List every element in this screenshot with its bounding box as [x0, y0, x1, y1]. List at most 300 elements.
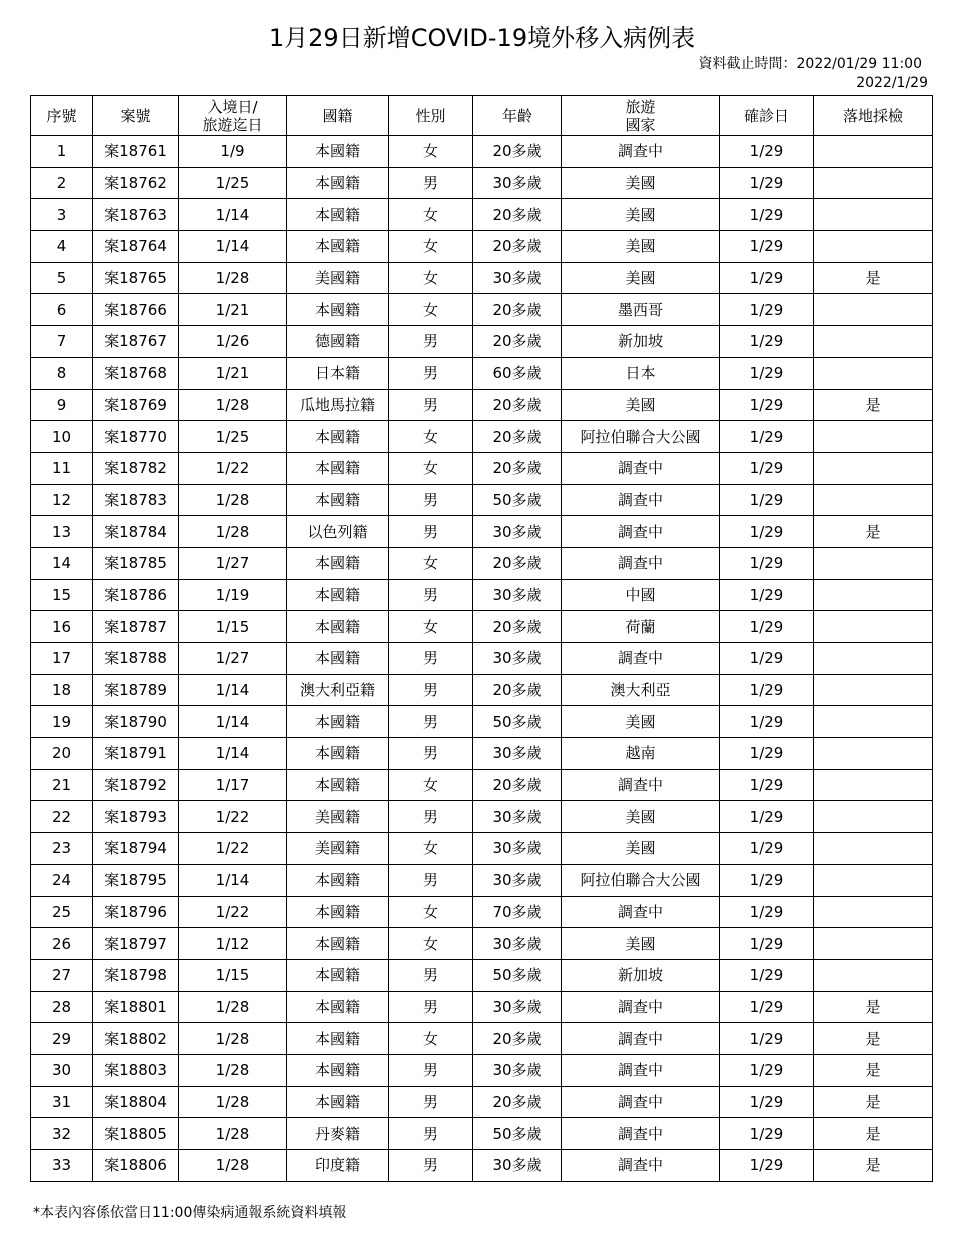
cell-confirm-date: 1/29 — [720, 199, 814, 231]
header-confirm-date: 確診日 — [720, 96, 814, 136]
cell-travel-country: 調查中 — [562, 1118, 720, 1150]
table-row — [31, 1118, 933, 1150]
cell-travel-country: 調查中 — [562, 547, 720, 579]
cell-confirm-date: 1/29 — [720, 1054, 814, 1086]
cell-airport-test — [814, 167, 933, 199]
cell-travel-country: 調查中 — [562, 643, 720, 675]
cell-confirm-date: 1/29 — [720, 167, 814, 199]
cell-case-number: 案18761 — [93, 136, 179, 168]
header-entry-date-line1: 入境日/ — [207, 97, 258, 116]
cell-age: 20多歲 — [473, 136, 562, 168]
cell-travel-country: 調查中 — [562, 452, 720, 484]
cell-case-number: 案18785 — [93, 547, 179, 579]
cell-case-number: 案18795 — [93, 864, 179, 896]
cell-seq: 29 — [31, 1023, 93, 1055]
cell-case-number: 案18768 — [93, 357, 179, 389]
cell-sex: 女 — [389, 611, 473, 643]
cell-nationality: 本國籍 — [287, 959, 389, 991]
cell-nationality: 本國籍 — [287, 199, 389, 231]
cell-travel-country: 美國 — [562, 167, 720, 199]
cell-airport-test — [814, 769, 933, 801]
cell-sex: 男 — [389, 706, 473, 738]
cell-entry-date: 1/27 — [179, 643, 287, 675]
cell-confirm-date: 1/29 — [720, 611, 814, 643]
cell-seq: 31 — [31, 1086, 93, 1118]
cell-airport-test — [814, 896, 933, 928]
cell-age: 20多歲 — [473, 421, 562, 453]
header-row — [31, 96, 933, 136]
header-case-number: 案號 — [93, 96, 179, 136]
cell-travel-country: 美國 — [562, 801, 720, 833]
table-row — [31, 833, 933, 865]
table-row — [31, 231, 933, 263]
cell-nationality: 本國籍 — [287, 231, 389, 263]
cell-travel-country: 調查中 — [562, 1054, 720, 1086]
cell-sex: 男 — [389, 484, 473, 516]
cell-nationality: 本國籍 — [287, 1086, 389, 1118]
cell-nationality: 本國籍 — [287, 421, 389, 453]
cell-confirm-date: 1/29 — [720, 896, 814, 928]
cell-sex: 男 — [389, 991, 473, 1023]
cell-sex: 女 — [389, 262, 473, 294]
cell-age: 30多歲 — [473, 991, 562, 1023]
cell-case-number: 案18806 — [93, 1150, 179, 1182]
cell-airport-test: 是 — [814, 516, 933, 548]
cell-age: 20多歲 — [473, 294, 562, 326]
cell-airport-test: 是 — [814, 389, 933, 421]
header-age: 年齡 — [473, 96, 562, 136]
header-seq: 序號 — [31, 96, 93, 136]
cell-sex: 女 — [389, 1023, 473, 1055]
cell-entry-date: 1/14 — [179, 199, 287, 231]
table-row — [31, 674, 933, 706]
cell-nationality: 本國籍 — [287, 896, 389, 928]
header-entry-date-line2: 旅遊迄日 — [202, 115, 263, 134]
cell-travel-country: 美國 — [562, 262, 720, 294]
header-sex: 性別 — [389, 96, 473, 136]
cell-case-number: 案18794 — [93, 833, 179, 865]
cell-confirm-date: 1/29 — [720, 579, 814, 611]
cell-nationality: 美國籍 — [287, 833, 389, 865]
cell-nationality: 美國籍 — [287, 801, 389, 833]
cell-confirm-date: 1/29 — [720, 833, 814, 865]
cell-case-number: 案18803 — [93, 1054, 179, 1086]
cell-sex: 男 — [389, 674, 473, 706]
cell-case-number: 案18804 — [93, 1086, 179, 1118]
cell-airport-test — [814, 231, 933, 263]
cell-entry-date: 1/14 — [179, 738, 287, 770]
cell-nationality: 本國籍 — [287, 167, 389, 199]
cell-sex: 女 — [389, 199, 473, 231]
cell-seq: 6 — [31, 294, 93, 326]
cell-seq: 9 — [31, 389, 93, 421]
cell-seq: 7 — [31, 326, 93, 358]
cell-confirm-date: 1/29 — [720, 674, 814, 706]
cell-confirm-date: 1/29 — [720, 357, 814, 389]
cell-age: 20多歲 — [473, 199, 562, 231]
table-row — [31, 1054, 933, 1086]
cell-airport-test — [814, 801, 933, 833]
cell-sex: 男 — [389, 326, 473, 358]
cell-confirm-date: 1/29 — [720, 959, 814, 991]
cell-sex: 男 — [389, 389, 473, 421]
cell-entry-date: 1/14 — [179, 706, 287, 738]
cell-confirm-date: 1/29 — [720, 452, 814, 484]
cell-nationality: 本國籍 — [287, 738, 389, 770]
cell-sex: 女 — [389, 452, 473, 484]
cell-case-number: 案18790 — [93, 706, 179, 738]
cell-nationality: 本國籍 — [287, 864, 389, 896]
table-row — [31, 959, 933, 991]
cell-case-number: 案18791 — [93, 738, 179, 770]
header-nationality: 國籍 — [287, 96, 389, 136]
cell-seq: 24 — [31, 864, 93, 896]
table-row — [31, 167, 933, 199]
cell-confirm-date: 1/29 — [720, 547, 814, 579]
table-row — [31, 706, 933, 738]
cell-age: 30多歲 — [473, 738, 562, 770]
cell-sex: 男 — [389, 1150, 473, 1182]
cell-seq: 27 — [31, 959, 93, 991]
cell-travel-country: 美國 — [562, 199, 720, 231]
cell-case-number: 案18784 — [93, 516, 179, 548]
data-cutoff-time: 資料截止時間：2022/01/29 11:00 — [698, 56, 922, 72]
table-row — [31, 928, 933, 960]
cell-airport-test — [814, 357, 933, 389]
table-row — [31, 611, 933, 643]
cell-entry-date: 1/14 — [179, 864, 287, 896]
header-travel-country-line2: 國家 — [625, 115, 656, 134]
cell-confirm-date: 1/29 — [720, 1150, 814, 1182]
cell-age: 50多歲 — [473, 959, 562, 991]
cell-airport-test: 是 — [814, 262, 933, 294]
cell-airport-test — [814, 611, 933, 643]
cell-travel-country: 調查中 — [562, 896, 720, 928]
cell-entry-date: 1/22 — [179, 833, 287, 865]
cell-entry-date: 1/17 — [179, 769, 287, 801]
cell-entry-date: 1/28 — [179, 1150, 287, 1182]
cell-case-number: 案18767 — [93, 326, 179, 358]
cell-seq: 5 — [31, 262, 93, 294]
table-row — [31, 262, 933, 294]
cell-confirm-date: 1/29 — [720, 928, 814, 960]
cell-seq: 11 — [31, 452, 93, 484]
cell-entry-date: 1/12 — [179, 928, 287, 960]
cell-nationality: 本國籍 — [287, 547, 389, 579]
cell-nationality: 本國籍 — [287, 452, 389, 484]
cell-sex: 男 — [389, 167, 473, 199]
cell-seq: 14 — [31, 547, 93, 579]
cell-travel-country: 美國 — [562, 389, 720, 421]
table-row — [31, 547, 933, 579]
cell-nationality: 本國籍 — [287, 1023, 389, 1055]
cell-travel-country: 調查中 — [562, 1023, 720, 1055]
cell-age: 30多歲 — [473, 864, 562, 896]
cell-sex: 男 — [389, 357, 473, 389]
cell-sex: 男 — [389, 1086, 473, 1118]
cell-seq: 30 — [31, 1054, 93, 1086]
cell-seq: 15 — [31, 579, 93, 611]
cell-sex: 女 — [389, 833, 473, 865]
cell-seq: 20 — [31, 738, 93, 770]
cell-airport-test — [814, 136, 933, 168]
cell-confirm-date: 1/29 — [720, 738, 814, 770]
cell-entry-date: 1/19 — [179, 579, 287, 611]
cell-travel-country: 調查中 — [562, 1086, 720, 1118]
cell-entry-date: 1/28 — [179, 262, 287, 294]
table-row — [31, 991, 933, 1023]
cell-seq: 16 — [31, 611, 93, 643]
table-row — [31, 484, 933, 516]
cell-confirm-date: 1/29 — [720, 1086, 814, 1118]
cell-case-number: 案18802 — [93, 1023, 179, 1055]
page-title: 1月29日新增COVID-19境外移入病例表 — [268, 24, 696, 52]
cell-seq: 23 — [31, 833, 93, 865]
cell-nationality: 本國籍 — [287, 484, 389, 516]
cell-confirm-date: 1/29 — [720, 326, 814, 358]
cell-nationality: 以色列籍 — [287, 516, 389, 548]
cell-airport-test: 是 — [814, 1054, 933, 1086]
cell-age: 30多歲 — [473, 1054, 562, 1086]
cell-seq: 33 — [31, 1150, 93, 1182]
cell-travel-country: 墨西哥 — [562, 294, 720, 326]
cell-airport-test — [814, 864, 933, 896]
cell-case-number: 案18764 — [93, 231, 179, 263]
cell-entry-date: 1/28 — [179, 1086, 287, 1118]
cell-seq: 32 — [31, 1118, 93, 1150]
table-row — [31, 1150, 933, 1182]
cell-airport-test — [814, 326, 933, 358]
cell-sex: 女 — [389, 421, 473, 453]
cell-airport-test: 是 — [814, 1086, 933, 1118]
table-row — [31, 452, 933, 484]
cell-case-number: 案18792 — [93, 769, 179, 801]
cell-age: 30多歲 — [473, 167, 562, 199]
cell-seq: 22 — [31, 801, 93, 833]
header-entry-date — [179, 96, 287, 136]
cell-sex: 女 — [389, 136, 473, 168]
cell-nationality: 日本籍 — [287, 357, 389, 389]
cell-age: 30多歲 — [473, 579, 562, 611]
cell-confirm-date: 1/29 — [720, 231, 814, 263]
table-row — [31, 643, 933, 675]
table-row — [31, 801, 933, 833]
cell-travel-country: 新加坡 — [562, 326, 720, 358]
cell-age: 50多歲 — [473, 1118, 562, 1150]
cell-case-number: 案18762 — [93, 167, 179, 199]
cell-case-number: 案18770 — [93, 421, 179, 453]
cell-case-number: 案18786 — [93, 579, 179, 611]
table-row — [31, 1086, 933, 1118]
cell-age: 20多歲 — [473, 326, 562, 358]
cell-sex: 男 — [389, 1054, 473, 1086]
cell-age: 50多歲 — [473, 706, 562, 738]
cell-nationality: 美國籍 — [287, 262, 389, 294]
cell-seq: 28 — [31, 991, 93, 1023]
table-row — [31, 1023, 933, 1055]
table-header — [31, 96, 933, 136]
cell-sex: 女 — [389, 928, 473, 960]
cell-confirm-date: 1/29 — [720, 864, 814, 896]
cell-confirm-date: 1/29 — [720, 516, 814, 548]
cell-age: 30多歲 — [473, 1150, 562, 1182]
cell-age: 20多歲 — [473, 389, 562, 421]
cell-airport-test — [814, 294, 933, 326]
cell-confirm-date: 1/29 — [720, 136, 814, 168]
cell-entry-date: 1/21 — [179, 357, 287, 389]
cell-airport-test — [814, 959, 933, 991]
cell-confirm-date: 1/29 — [720, 484, 814, 516]
table-row — [31, 579, 933, 611]
cell-age: 30多歲 — [473, 801, 562, 833]
cell-case-number: 案18787 — [93, 611, 179, 643]
cell-nationality: 瓜地馬拉籍 — [287, 389, 389, 421]
cell-entry-date: 1/22 — [179, 452, 287, 484]
cell-sex: 男 — [389, 801, 473, 833]
cell-age: 30多歲 — [473, 928, 562, 960]
cell-travel-country: 澳大利亞 — [562, 674, 720, 706]
cell-seq: 21 — [31, 769, 93, 801]
table-row — [31, 326, 933, 358]
cell-age: 20多歲 — [473, 452, 562, 484]
cell-seq: 8 — [31, 357, 93, 389]
cell-case-number: 案18789 — [93, 674, 179, 706]
cell-age: 20多歲 — [473, 231, 562, 263]
cell-travel-country: 美國 — [562, 231, 720, 263]
cell-case-number: 案18765 — [93, 262, 179, 294]
cell-entry-date: 1/27 — [179, 547, 287, 579]
cell-entry-date: 1/28 — [179, 1054, 287, 1086]
cell-confirm-date: 1/29 — [720, 991, 814, 1023]
cell-entry-date: 1/14 — [179, 674, 287, 706]
cell-case-number: 案18788 — [93, 643, 179, 675]
cell-airport-test — [814, 643, 933, 675]
table-row — [31, 516, 933, 548]
cell-entry-date: 1/28 — [179, 1118, 287, 1150]
cell-nationality: 印度籍 — [287, 1150, 389, 1182]
cell-travel-country: 美國 — [562, 706, 720, 738]
cell-seq: 18 — [31, 674, 93, 706]
cell-case-number: 案18801 — [93, 991, 179, 1023]
cell-entry-date: 1/28 — [179, 991, 287, 1023]
cell-age: 30多歲 — [473, 643, 562, 675]
cell-nationality: 本國籍 — [287, 643, 389, 675]
cell-travel-country: 調查中 — [562, 991, 720, 1023]
cell-sex: 女 — [389, 769, 473, 801]
table-row — [31, 357, 933, 389]
cell-sex: 女 — [389, 294, 473, 326]
cell-airport-test — [814, 547, 933, 579]
cell-sex: 男 — [389, 864, 473, 896]
cell-age: 20多歲 — [473, 674, 562, 706]
cell-travel-country: 阿拉伯聯合大公國 — [562, 864, 720, 896]
cell-age: 20多歲 — [473, 1086, 562, 1118]
cell-entry-date: 1/25 — [179, 167, 287, 199]
cell-age: 20多歲 — [473, 611, 562, 643]
cell-travel-country: 美國 — [562, 928, 720, 960]
cell-age: 20多歲 — [473, 769, 562, 801]
header-travel-country — [562, 96, 720, 136]
cell-seq: 17 — [31, 643, 93, 675]
cell-travel-country: 調查中 — [562, 769, 720, 801]
cell-case-number: 案18766 — [93, 294, 179, 326]
cell-seq: 1 — [31, 136, 93, 168]
table-row — [31, 199, 933, 231]
table-body — [31, 136, 933, 1182]
cell-sex: 男 — [389, 738, 473, 770]
cell-travel-country: 調查中 — [562, 136, 720, 168]
table-row — [31, 294, 933, 326]
cell-seq: 26 — [31, 928, 93, 960]
cell-confirm-date: 1/29 — [720, 1023, 814, 1055]
cell-case-number: 案18782 — [93, 452, 179, 484]
cell-age: 20多歲 — [473, 547, 562, 579]
cell-confirm-date: 1/29 — [720, 706, 814, 738]
cell-sex: 男 — [389, 959, 473, 991]
cell-nationality: 本國籍 — [287, 579, 389, 611]
cell-seq: 2 — [31, 167, 93, 199]
cell-case-number: 案18798 — [93, 959, 179, 991]
cell-case-number: 案18796 — [93, 896, 179, 928]
cell-airport-test — [814, 928, 933, 960]
cell-nationality: 本國籍 — [287, 991, 389, 1023]
cell-entry-date: 1/15 — [179, 611, 287, 643]
cell-airport-test — [814, 452, 933, 484]
cell-confirm-date: 1/29 — [720, 801, 814, 833]
cell-nationality: 本國籍 — [287, 136, 389, 168]
cell-airport-test — [814, 199, 933, 231]
cell-case-number: 案18783 — [93, 484, 179, 516]
cell-airport-test — [814, 738, 933, 770]
header-travel-country-line1: 旅遊 — [625, 97, 656, 116]
cell-sex: 男 — [389, 1118, 473, 1150]
cell-airport-test — [814, 706, 933, 738]
cell-nationality: 本國籍 — [287, 706, 389, 738]
cell-seq: 3 — [31, 199, 93, 231]
cell-nationality: 本國籍 — [287, 611, 389, 643]
cell-confirm-date: 1/29 — [720, 262, 814, 294]
cell-travel-country: 荷蘭 — [562, 611, 720, 643]
table-row — [31, 421, 933, 453]
cell-nationality: 本國籍 — [287, 928, 389, 960]
cell-entry-date: 1/28 — [179, 1023, 287, 1055]
cell-nationality: 本國籍 — [287, 294, 389, 326]
cell-seq: 19 — [31, 706, 93, 738]
footnote: *本表內容係依當日11:00傳染病通報系統資料填報 — [33, 1205, 347, 1221]
cell-travel-country: 調查中 — [562, 1150, 720, 1182]
report-date: 2022/1/29 — [856, 75, 928, 91]
cell-seq: 25 — [31, 896, 93, 928]
cell-sex: 女 — [389, 896, 473, 928]
cell-seq: 10 — [31, 421, 93, 453]
cell-confirm-date: 1/29 — [720, 389, 814, 421]
cell-nationality: 澳大利亞籍 — [287, 674, 389, 706]
cell-entry-date: 1/15 — [179, 959, 287, 991]
cell-travel-country: 阿拉伯聯合大公國 — [562, 421, 720, 453]
cell-sex: 男 — [389, 579, 473, 611]
cell-seq: 4 — [31, 231, 93, 263]
cell-nationality: 丹麥籍 — [287, 1118, 389, 1150]
cell-airport-test — [814, 674, 933, 706]
cell-sex: 男 — [389, 516, 473, 548]
cell-age: 30多歲 — [473, 833, 562, 865]
cell-entry-date: 1/14 — [179, 231, 287, 263]
cell-entry-date: 1/21 — [179, 294, 287, 326]
cell-airport-test — [814, 484, 933, 516]
cell-airport-test — [814, 833, 933, 865]
cell-travel-country: 調查中 — [562, 484, 720, 516]
cell-sex: 女 — [389, 547, 473, 579]
